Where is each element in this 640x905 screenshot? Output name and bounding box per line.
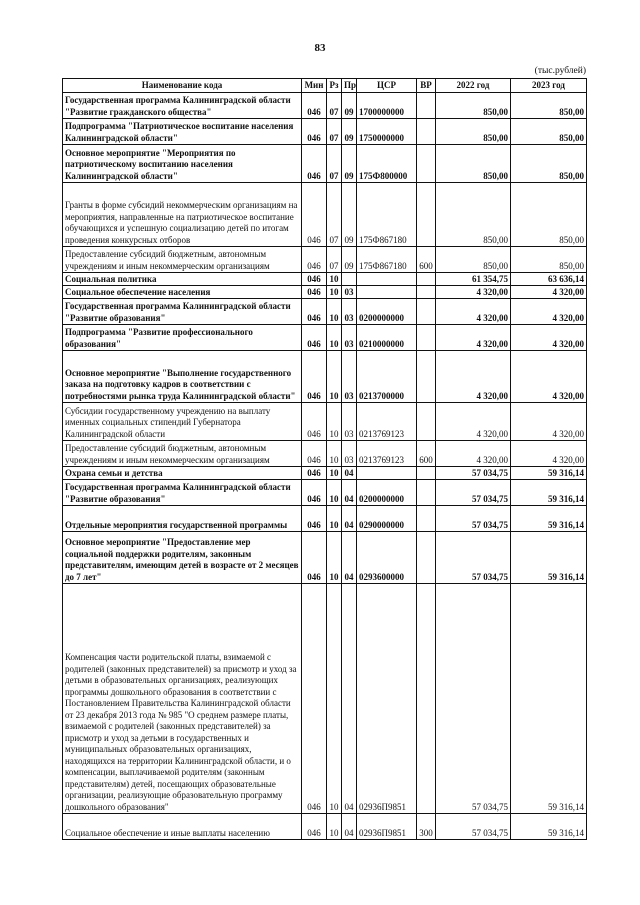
cell-pr: 09: [342, 247, 357, 273]
table-row: [63, 814, 587, 840]
cell-2022: 4 320,00: [436, 351, 511, 403]
table-row: [63, 480, 587, 506]
cell-2022: 57 034,75: [436, 506, 511, 532]
cell-rz: 10: [327, 814, 342, 840]
cell-name: Субсидии государственному учреждению на выплату именных социальных стипендий Губернатора Калининградской области: [63, 403, 302, 441]
cell-2023: 63 636,14: [511, 273, 587, 286]
table-row: [63, 584, 587, 814]
column-header-vr: ВР: [417, 79, 436, 93]
table-row: [63, 273, 587, 286]
cell-csr: 0213769123: [357, 403, 417, 441]
table-row: [63, 325, 587, 351]
cell-vr: [417, 183, 436, 247]
cell-2022: 850,00: [436, 183, 511, 247]
table-row: [63, 403, 587, 441]
cell-csr: 0293600000: [357, 532, 417, 584]
cell-name: Подпрограмма "Патриотическое воспитание населения Калининградской области": [63, 119, 302, 145]
cell-vr: 600: [417, 441, 436, 467]
cell-min: 046: [302, 119, 327, 145]
cell-2022: 57 034,75: [436, 584, 511, 814]
cell-name: Отдельные мероприятия государственной программы: [63, 506, 302, 532]
cell-pr: 04: [342, 532, 357, 584]
cell-pr: 03: [342, 351, 357, 403]
cell-name: Государственная программа Калининградской области "Развитие образования": [63, 480, 302, 506]
table-row: [63, 119, 587, 145]
table-row: [63, 467, 587, 480]
cell-name: Основное мероприятие "Мероприятия по патриотическому воспитанию населения Калининградской области": [63, 145, 302, 183]
cell-name: Социальная политика: [63, 273, 302, 286]
cell-2022: 850,00: [436, 93, 511, 119]
cell-2022: 4 320,00: [436, 441, 511, 467]
cell-rz: 10: [327, 532, 342, 584]
table-header-row: [63, 79, 587, 93]
cell-pr: 03: [342, 325, 357, 351]
cell-vr: [417, 145, 436, 183]
budget-table: [62, 78, 587, 840]
column-header-csr: ЦСР: [357, 79, 417, 93]
cell-csr: 0200000000: [357, 480, 417, 506]
cell-2022: 57 034,75: [436, 814, 511, 840]
cell-min: 046: [302, 467, 327, 480]
cell-min: 046: [302, 441, 327, 467]
cell-pr: 04: [342, 506, 357, 532]
cell-csr: [357, 273, 417, 286]
cell-csr: 1750000000: [357, 119, 417, 145]
cell-pr: 09: [342, 183, 357, 247]
cell-csr: 1700000000: [357, 93, 417, 119]
cell-min: 046: [302, 183, 327, 247]
cell-rz: 07: [327, 119, 342, 145]
cell-2023: 850,00: [511, 183, 587, 247]
cell-2022: 850,00: [436, 145, 511, 183]
cell-vr: [417, 506, 436, 532]
cell-rz: 07: [327, 247, 342, 273]
cell-2023: 850,00: [511, 93, 587, 119]
cell-rz: 10: [327, 584, 342, 814]
cell-csr: 02936П9851: [357, 814, 417, 840]
column-header-min: Мин: [302, 79, 327, 93]
cell-rz: 10: [327, 467, 342, 480]
cell-name: Социальное обеспечение и иные выплаты населению: [63, 814, 302, 840]
cell-min: 046: [302, 480, 327, 506]
cell-pr: 04: [342, 584, 357, 814]
cell-pr: 04: [342, 480, 357, 506]
cell-csr: [357, 286, 417, 299]
cell-min: 046: [302, 506, 327, 532]
cell-pr: 04: [342, 467, 357, 480]
cell-rz: 10: [327, 351, 342, 403]
cell-rz: 10: [327, 273, 342, 286]
cell-rz: 10: [327, 286, 342, 299]
cell-name: Предоставление субсидий бюджетным, автономным учреждениям и иным некоммерческим организациям: [63, 247, 302, 273]
cell-rz: 10: [327, 506, 342, 532]
cell-min: 046: [302, 286, 327, 299]
cell-2022: 4 320,00: [436, 299, 511, 325]
cell-vr: [417, 584, 436, 814]
cell-name: Охрана семьи и детства: [63, 467, 302, 480]
column-header-pr: Пр: [342, 79, 357, 93]
cell-2022: 61 354,75: [436, 273, 511, 286]
cell-2022: 850,00: [436, 119, 511, 145]
cell-name: Государственная программа Калининградской области "Развитие образования": [63, 299, 302, 325]
units-note: (тыс.рублей): [534, 66, 586, 76]
cell-vr: [417, 480, 436, 506]
cell-rz: 10: [327, 299, 342, 325]
cell-vr: [417, 467, 436, 480]
cell-pr: 03: [342, 299, 357, 325]
table-row: [63, 441, 587, 467]
cell-vr: 300: [417, 814, 436, 840]
cell-vr: [417, 286, 436, 299]
cell-pr: 04: [342, 814, 357, 840]
cell-2023: 850,00: [511, 145, 587, 183]
cell-2023: 4 320,00: [511, 299, 587, 325]
cell-min: 046: [302, 93, 327, 119]
cell-min: 046: [302, 273, 327, 286]
cell-csr: 0213769123: [357, 441, 417, 467]
cell-csr: 175Ф867180: [357, 183, 417, 247]
table-row: [63, 299, 587, 325]
cell-rz: 07: [327, 183, 342, 247]
cell-pr: 09: [342, 145, 357, 183]
cell-2023: 4 320,00: [511, 351, 587, 403]
cell-csr: 02936П9851: [357, 584, 417, 814]
cell-2023: 59 316,14: [511, 532, 587, 584]
table-row: [63, 247, 587, 273]
cell-rz: 10: [327, 325, 342, 351]
cell-2023: 59 316,14: [511, 814, 587, 840]
cell-vr: [417, 532, 436, 584]
table-row: [63, 286, 587, 299]
cell-min: 046: [302, 247, 327, 273]
cell-pr: 03: [342, 286, 357, 299]
cell-vr: [417, 299, 436, 325]
cell-min: 046: [302, 584, 327, 814]
cell-name: Компенсация части родительской платы, взимаемой с родителей (законных представителей) за присмотр и уход за детьми в образовательных организациях, реализующих программы дошкольного образования в соответствии с Постановлением Правительства Калининградской области от 23 декабря 2013 года № 985 "О среднем размере платы, взимаемой с родителей (законных представителей) за присмотр и уход за детьми в государственных и муниципальных образовательных организациях, находящихся на территории Калининградской области, и о компенсации, выплачиваемой родителям (законным представителям) детей, посещающих образовательные организации, реализующие образовательную программу дошкольного образования": [63, 584, 302, 814]
cell-rz: 10: [327, 441, 342, 467]
cell-min: 046: [302, 299, 327, 325]
table-row: [63, 532, 587, 584]
cell-vr: [417, 273, 436, 286]
cell-csr: 0213700000: [357, 351, 417, 403]
cell-min: 046: [302, 532, 327, 584]
cell-2022: 57 034,75: [436, 532, 511, 584]
cell-pr: [342, 273, 357, 286]
cell-2023: 59 316,14: [511, 584, 587, 814]
cell-rz: 07: [327, 93, 342, 119]
cell-min: 046: [302, 403, 327, 441]
cell-2022: 57 034,75: [436, 480, 511, 506]
cell-pr: 09: [342, 93, 357, 119]
cell-rz: 10: [327, 403, 342, 441]
cell-2023: 59 316,14: [511, 480, 587, 506]
column-header-rz: Рз: [327, 79, 342, 93]
cell-2023: 59 316,14: [511, 467, 587, 480]
table-row: [63, 93, 587, 119]
cell-pr: 09: [342, 119, 357, 145]
cell-2023: 4 320,00: [511, 403, 587, 441]
cell-2022: 4 320,00: [436, 403, 511, 441]
cell-vr: [417, 93, 436, 119]
cell-vr: [417, 403, 436, 441]
cell-csr: 0210000000: [357, 325, 417, 351]
cell-rz: 07: [327, 145, 342, 183]
cell-csr: 175Ф867180: [357, 247, 417, 273]
cell-name: Основное мероприятие "Выполнение государственного заказа на подготовку кадров в соответствии с потребностями рынка труда Калининградской области": [63, 351, 302, 403]
cell-2022: 4 320,00: [436, 286, 511, 299]
cell-pr: 03: [342, 441, 357, 467]
cell-csr: 175Ф800000: [357, 145, 417, 183]
cell-name: Государственная программа Калининградской области "Развитие гражданского общества": [63, 93, 302, 119]
cell-min: 046: [302, 814, 327, 840]
cell-2022: 850,00: [436, 247, 511, 273]
cell-2023: 850,00: [511, 247, 587, 273]
cell-name: Предоставление субсидий бюджетным, автономным учреждениям и иным некоммерческим организациям: [63, 441, 302, 467]
cell-name: Социальное обеспечение населения: [63, 286, 302, 299]
cell-name: Подпрограмма "Развитие профессионального образования": [63, 325, 302, 351]
cell-vr: [417, 351, 436, 403]
column-header-2022: 2022 год: [436, 79, 511, 93]
page-number: 83: [314, 42, 326, 54]
cell-2023: 4 320,00: [511, 286, 587, 299]
cell-vr: [417, 119, 436, 145]
cell-min: 046: [302, 351, 327, 403]
cell-2022: 57 034,75: [436, 467, 511, 480]
cell-2022: 4 320,00: [436, 325, 511, 351]
table-row: [63, 351, 587, 403]
cell-name: Основное мероприятие "Предоставление мер социальной поддержки родителям, законным представителям, имеющим детей в возрасте от 2 месяцев до 7 лет": [63, 532, 302, 584]
cell-csr: 0290000000: [357, 506, 417, 532]
cell-vr: 600: [417, 247, 436, 273]
cell-csr: [357, 467, 417, 480]
column-header-name: Наименование кода: [63, 79, 302, 93]
cell-csr: 0200000000: [357, 299, 417, 325]
table-row: [63, 145, 587, 183]
cell-2023: 4 320,00: [511, 325, 587, 351]
cell-min: 046: [302, 145, 327, 183]
column-header-2023: 2023 год: [511, 79, 587, 93]
cell-2023: 850,00: [511, 119, 587, 145]
cell-min: 046: [302, 325, 327, 351]
table-row: [63, 183, 587, 247]
cell-vr: [417, 325, 436, 351]
cell-pr: 03: [342, 403, 357, 441]
table-row: [63, 506, 587, 532]
cell-name: Гранты в форме субсидий некоммерческим организациям на мероприятия, направленные на патриотическое воспитание обучающихся и успешную социализацию детей по итогам проведения конкурсных отборов: [63, 183, 302, 247]
cell-2023: 4 320,00: [511, 441, 587, 467]
cell-2023: 59 316,14: [511, 506, 587, 532]
cell-rz: 10: [327, 480, 342, 506]
